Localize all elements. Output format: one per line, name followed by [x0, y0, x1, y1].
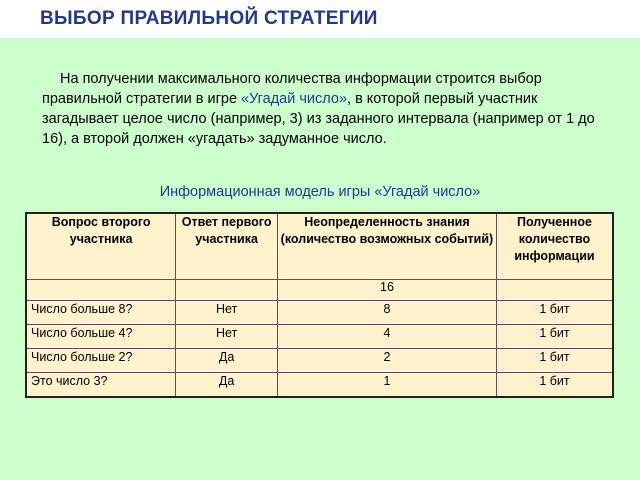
table-row — [26, 280, 613, 301]
cell-info: 1 бит — [496, 349, 613, 373]
intro-text-2: , в которой первый участник загадывает целое число (например, 3) из заданного интервала (например от 1 до 16), а второй должен «угадать» задуманное число. — [42, 91, 595, 147]
intro-paragraph — [42, 69, 617, 149]
cell-info — [496, 280, 613, 301]
cell-question: Число больше 4? — [26, 325, 176, 349]
header-question: Вопрос второго участника — [26, 213, 176, 280]
header-answer: Ответ первого участника — [176, 213, 278, 280]
cell-answer: Да — [176, 373, 278, 398]
cell-uncertainty: 8 — [277, 301, 496, 325]
cell-uncertainty: 4 — [277, 325, 496, 349]
intro-game-name: «Угадай число» — [241, 91, 348, 107]
cell-info: 1 бит — [496, 325, 613, 349]
intro-text-1: На получении максимального количества информации строится выбор правильной стратегии в игре — [42, 71, 542, 107]
slide-title: ВЫБОР ПРАВИЛЬНОЙ СТРАТЕГИИ — [40, 8, 378, 29]
table-row — [26, 349, 613, 373]
cell-uncertainty: 1 — [277, 373, 496, 398]
cell-question — [26, 280, 176, 301]
info-model-table — [25, 212, 614, 398]
cell-answer: Нет — [176, 301, 278, 325]
cell-question: Это число 3? — [26, 373, 176, 398]
table-header-row — [26, 213, 613, 280]
cell-info: 1 бит — [496, 301, 613, 325]
table-row — [26, 301, 613, 325]
table-caption: Информационная модель игры «Угадай число» — [159, 184, 481, 200]
cell-info: 1 бит — [496, 373, 613, 398]
cell-question: Число больше 8? — [26, 301, 176, 325]
cell-uncertainty: 2 — [277, 349, 496, 373]
header-info: Полученное количество информации — [496, 213, 613, 280]
header-uncertainty: Неопределенность знания (количество возможных событий) — [277, 213, 496, 280]
cell-answer: Да — [176, 349, 278, 373]
cell-uncertainty: 16 — [277, 280, 496, 301]
table-row — [26, 325, 613, 349]
table-row — [26, 373, 613, 398]
cell-answer — [176, 280, 278, 301]
cell-question: Число больше 2? — [26, 349, 176, 373]
cell-answer: Нет — [176, 325, 278, 349]
